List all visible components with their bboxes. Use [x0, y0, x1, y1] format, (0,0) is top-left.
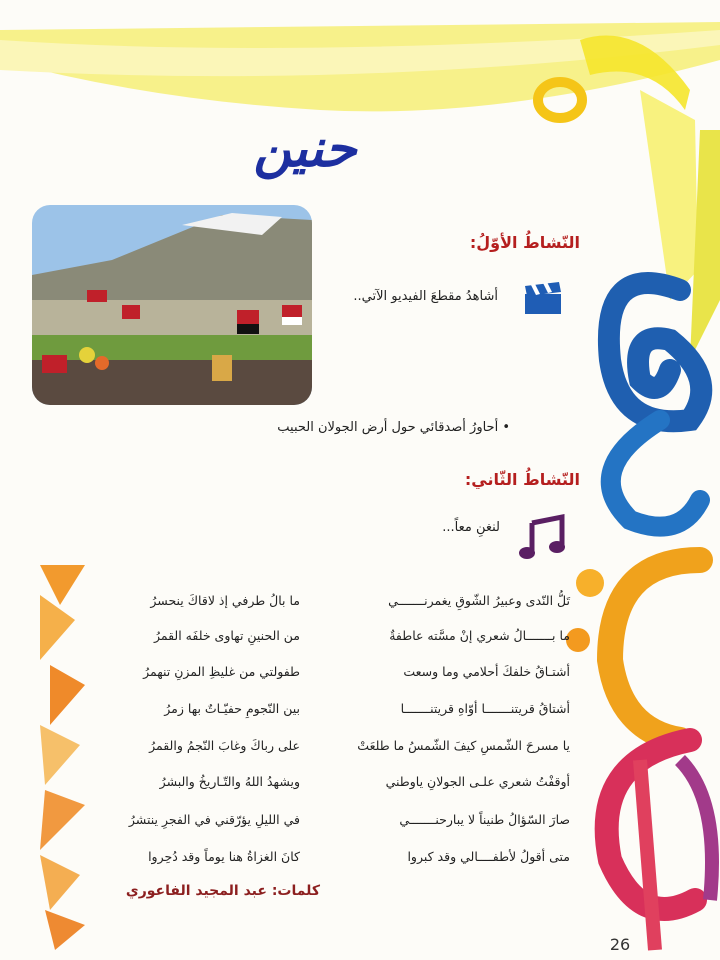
- verse-right: يا مسرحَ الشّمسِ كيفَ الشّمسُ ما طلعَتْ: [357, 738, 570, 753]
- verse-left: بين النّجومِ حفيّـاتٌ بها زمرُ: [164, 701, 300, 716]
- verse-left: على رباكَ وغابَ النّجمُ والقمرُ: [149, 738, 300, 753]
- activity2-heading: النّشاطُ الثّاني:: [464, 470, 580, 489]
- golan-photo: [32, 205, 312, 405]
- verse-right: أشتـاقُ خلفكَ أحلامي وما وسعت: [403, 664, 570, 679]
- clapperboard-icon: [523, 282, 563, 316]
- verse-right: متى أقولُ لأطفــــالي وقد كبروا: [407, 849, 570, 864]
- verse-left: كانَ الغزاةُ هنا يوماً وقد دُحِروا: [148, 849, 300, 864]
- discussion-instruction: • أحاورُ أصدقائي حول أرض الجولان الحبيب: [277, 420, 510, 435]
- verse-right: تَلُّ النّدى وعبيرُ الشّوقِ يغمرنـــــــي: [388, 593, 570, 608]
- verse-left: طفولتي من غليظِ المزنِ تنهمرُ: [143, 664, 300, 679]
- verse-left: من الحنينِ تهاوى خلفَه القمرُ: [153, 628, 300, 643]
- page-number: 26: [609, 935, 631, 954]
- verse-left: ما بالُ طرفي إذ لاقاكَ ينحسرُ: [150, 593, 300, 608]
- page-title: حنين: [253, 118, 357, 179]
- music-note-icon: [518, 513, 568, 561]
- verse-left: ويشهدُ اللهُ والتّـاريخُ والبشرُ: [159, 774, 300, 789]
- verse-right: أشتاقُ قريتنـــــــا أوّاهِ قريتنـــــــا: [400, 701, 570, 716]
- lyrics-credit: كلمات: عبد المجيد الفاعوري: [125, 883, 320, 899]
- verse-left: في الليلِ يؤرّقني في الفجرِ ينتشرُ: [128, 812, 300, 827]
- verse-right: أوقفْتُ شعري علـى الجولانِ ياوطني: [385, 774, 570, 789]
- video-instruction: أشاهدُ مقطعَ الفيديو الآتي..: [353, 289, 498, 304]
- sing-instruction: لنغنِ معاً...: [442, 520, 500, 535]
- verse-right: صارَ السّؤالُ طنيناً لا يبارحنـــــــي: [399, 812, 570, 827]
- verse-right: ما بـــــــالُ شعري إنْ مسَّته عاطفةٌ: [389, 628, 570, 643]
- activity1-heading: النّشاطُ الأوّلُ:: [469, 233, 580, 252]
- left-decorative-strip: [40, 565, 90, 950]
